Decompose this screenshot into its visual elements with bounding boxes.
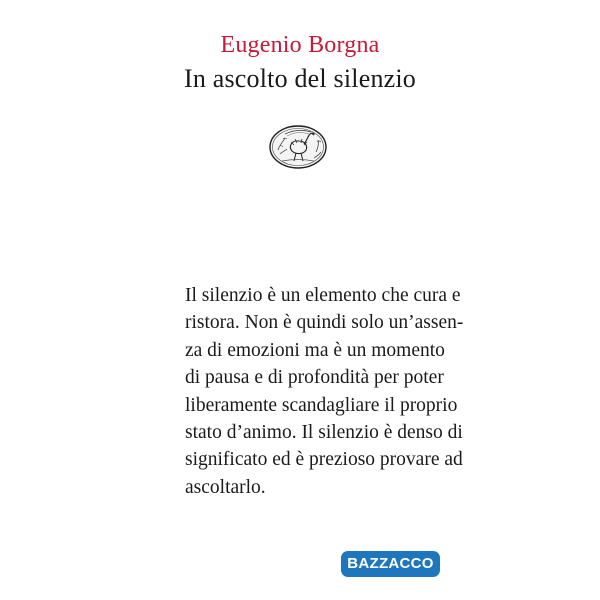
blurb-line: liberamente scandagliare il proprio <box>185 394 458 416</box>
blurb-line: significato ed è prezioso provare ad <box>185 449 463 471</box>
ostrich-emblem-icon <box>268 124 328 170</box>
blurb-line: ristora. Non è quindi solo un’assen- <box>185 312 464 334</box>
author-name: Eugenio Borgna <box>220 32 380 58</box>
blurb-line: di pausa e di profondità per poter <box>185 367 444 389</box>
blurb-line: Il silenzio è un elemento che cura e <box>185 285 461 306</box>
book-title: In ascolto del silenzio <box>183 64 417 93</box>
blurb-line: za di emozioni ma è un momento <box>185 339 445 361</box>
bazzacco-badge[interactable]: BAZZACCO <box>341 551 440 577</box>
blurb-text <box>185 282 464 501</box>
blurb-line: stato d’animo. Il silenzio è denso di <box>185 422 463 444</box>
blurb-line: ascoltarlo. <box>185 476 266 498</box>
